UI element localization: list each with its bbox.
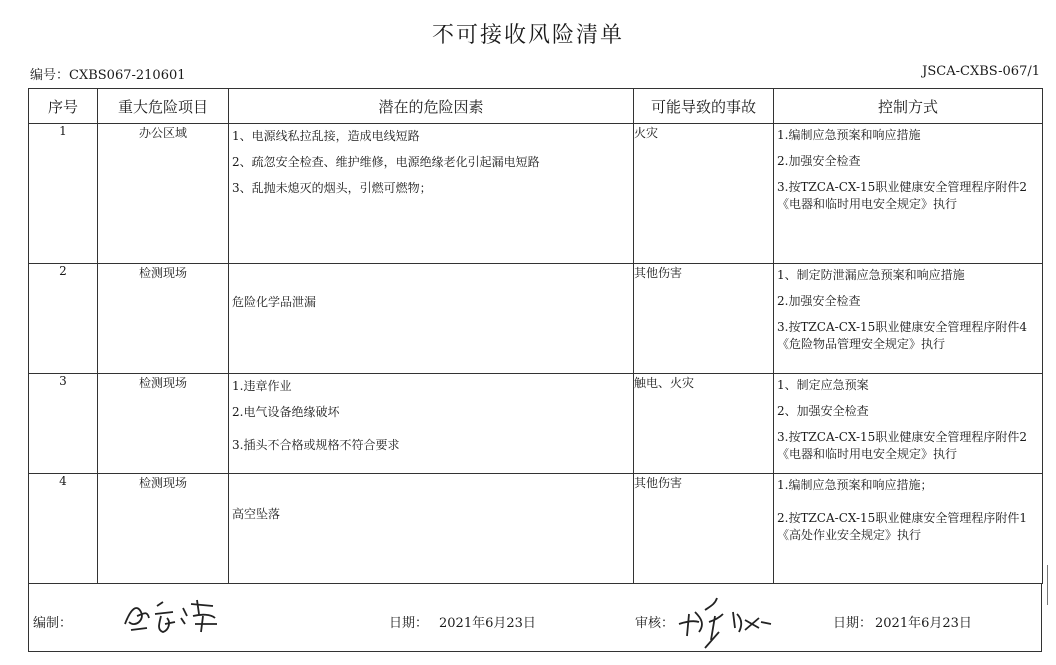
row-item: 检测现场 — [98, 374, 229, 474]
review-date-value: 2021年6月23日 — [875, 616, 972, 631]
factor-line: 2.电气设备绝缘破坏 — [232, 405, 340, 419]
row-accident: 触电、火灾 — [634, 374, 774, 474]
table-row — [29, 124, 1043, 264]
header-item: 重大危险项目 — [98, 89, 229, 124]
document-number — [30, 64, 186, 83]
control-line: 《高处作业安全规定》执行 — [777, 528, 922, 542]
reviewer-label: 审核： — [635, 616, 675, 631]
factor-line: 1、电源线私拉乱接，造成电线短路 — [232, 129, 420, 143]
factor-line: 3.插头不合格或规格不符合要求 — [232, 438, 400, 452]
control-line: 2.加强安全检查 — [777, 154, 861, 168]
row-factors — [229, 264, 634, 374]
factor-line: 1.违章作业 — [232, 379, 292, 393]
table-row — [29, 374, 1043, 474]
document-number-value: CXBS067-210601 — [69, 68, 186, 83]
header-no: 序号 — [29, 89, 98, 124]
control-line: 2.加强安全检查 — [777, 294, 861, 308]
row-accident: 其他伤害 — [634, 264, 774, 374]
control-line: 1.编制应急预案和响应措施 — [777, 128, 921, 142]
row-no: 3 — [29, 374, 98, 474]
control-line: 3.按TZCA-CX-15职业健康安全管理程序附件2 — [777, 180, 1027, 194]
row-accident: 火灾 — [634, 124, 774, 264]
document-title: 不可接收风险清单 — [431, 23, 624, 48]
prepared-by-signature — [117, 594, 227, 639]
control-line: 《危险物品管理安全规定》执行 — [777, 337, 946, 351]
row-controls — [774, 474, 1043, 584]
row-controls — [774, 374, 1043, 474]
control-line: 3.按TZCA-CX-15职业健康安全管理程序附件4 — [777, 320, 1027, 334]
header-accident: 可能导致的事故 — [634, 89, 774, 124]
table-row — [29, 474, 1043, 584]
table-header-row — [29, 89, 1043, 124]
control-line: 《电器和临时用电安全规定》执行 — [777, 447, 958, 461]
row-item: 检测现场 — [98, 474, 229, 584]
reviewer-signature — [675, 592, 785, 650]
factor-line: 3、乱抛未熄灭的烟头，引燃可燃物； — [232, 181, 432, 195]
risk-table — [28, 88, 1043, 584]
control-line: 1、制定防泄漏应急预案和响应措施 — [777, 268, 965, 282]
document-number-label: 编号： — [30, 68, 70, 83]
control-line: 1.编制应急预案和响应措施； — [777, 478, 933, 492]
row-factors — [229, 374, 634, 474]
row-item: 检测现场 — [98, 264, 229, 374]
review-date-label: 日期： — [833, 616, 873, 631]
row-no: 1 — [29, 124, 98, 264]
row-no: 4 — [29, 474, 98, 584]
factor-line: 危险化学品泄漏 — [232, 295, 317, 309]
row-accident: 其他伤害 — [634, 474, 774, 584]
row-factors — [229, 474, 634, 584]
factor-line: 2、疏忽安全检查、维护维修，电源绝缘老化引起漏电短路 — [232, 155, 540, 169]
row-controls — [774, 124, 1043, 264]
scan-edge-mark — [1045, 565, 1048, 605]
control-line: 3.按TZCA-CX-15职业健康安全管理程序附件2 — [777, 430, 1027, 444]
signature-footer — [28, 583, 1042, 652]
table-row — [29, 264, 1043, 374]
control-line: 2、加强安全检查 — [777, 404, 869, 418]
control-line: 2.按TZCA-CX-15职业健康安全管理程序附件1 — [777, 511, 1027, 525]
header-controls: 控制方式 — [774, 89, 1043, 124]
row-no: 2 — [29, 264, 98, 374]
prepared-date-label: 日期： — [389, 616, 429, 631]
row-factors — [229, 124, 634, 264]
row-controls — [774, 264, 1043, 374]
prepared-date-value: 2021年6月23日 — [439, 616, 536, 631]
form-code: JSCA-CXBS-067/1 — [922, 64, 1040, 79]
control-line: 1、制定应急预案 — [777, 378, 869, 392]
prepared-by-label: 编制： — [33, 616, 73, 631]
row-item: 办公区域 — [98, 124, 229, 264]
factor-line: 高空坠落 — [232, 507, 281, 521]
control-line: 《电器和临时用电安全规定》执行 — [777, 197, 958, 211]
header-factors: 潜在的危险因素 — [229, 89, 634, 124]
